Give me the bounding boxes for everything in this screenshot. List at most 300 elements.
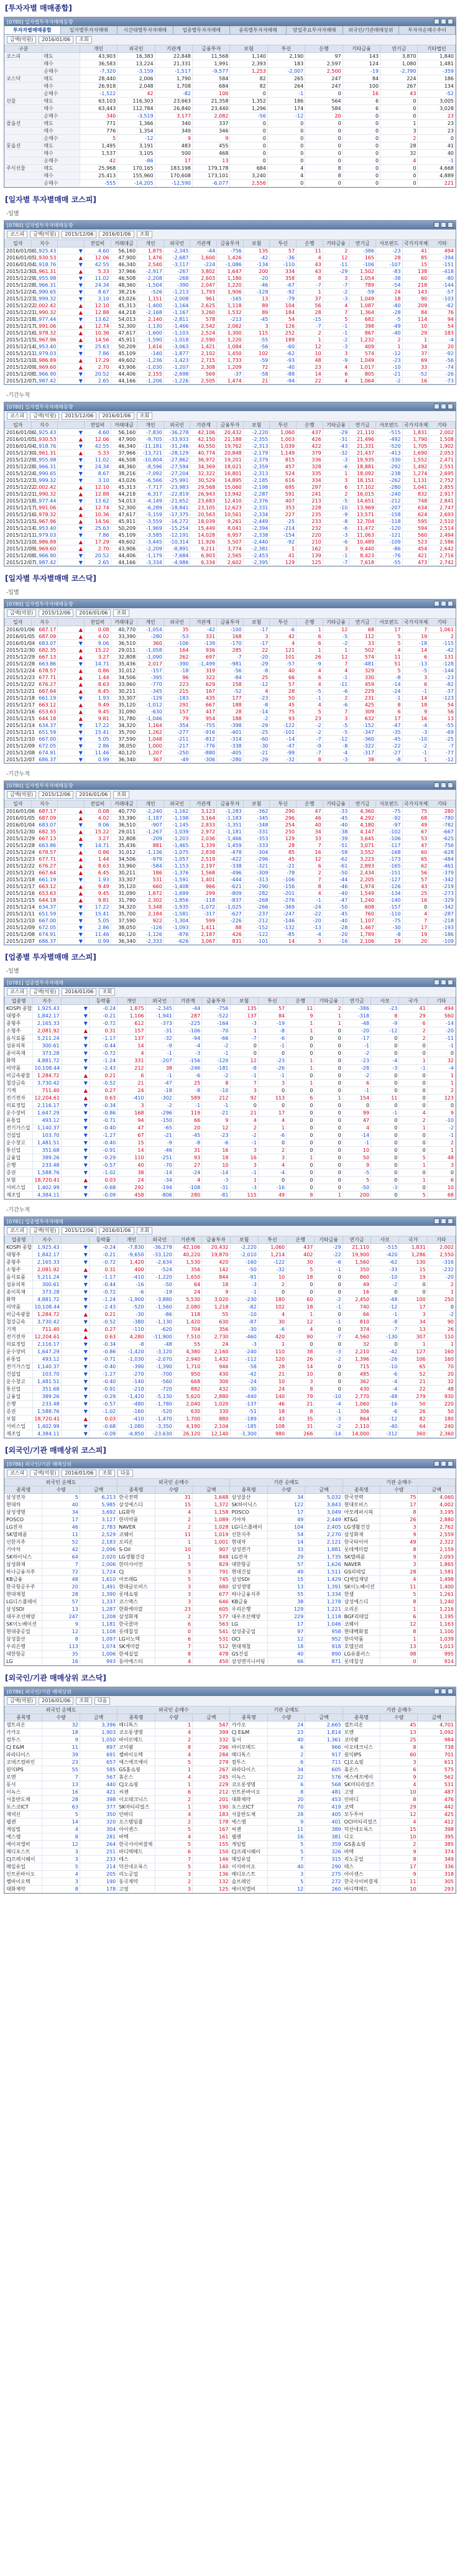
table-row[interactable]	[5, 1598, 456, 1606]
table-row[interactable]	[5, 756, 456, 763]
tab-trend[interactable]: 투자자순매수추이	[399, 26, 456, 34]
date-from-input[interactable]: 2015/12/06	[39, 791, 73, 799]
table-row[interactable]	[5, 702, 456, 708]
table-row[interactable]	[5, 456, 456, 463]
table-row[interactable]	[5, 1826, 456, 1833]
table-cell: 1,626	[305, 1561, 343, 1568]
window-titlebar[interactable]	[4, 1460, 456, 1468]
table-row[interactable]	[5, 1774, 456, 1781]
market-select[interactable]: 코스피	[7, 412, 27, 420]
table-row[interactable]	[5, 1333, 456, 1341]
table-row[interactable]	[5, 674, 456, 681]
table-row[interactable]	[5, 157, 456, 165]
table-row[interactable]	[5, 1568, 456, 1576]
table-cell: 160	[427, 1348, 455, 1356]
column-header: 금액	[193, 1486, 230, 1494]
table-cell: 48	[427, 1386, 455, 1393]
table-row[interactable]	[5, 1177, 456, 1184]
table-row[interactable]	[5, 1162, 456, 1169]
query-button[interactable]: 조회	[137, 412, 152, 420]
maximize-icon[interactable]	[441, 980, 446, 985]
query-button[interactable]: 조회	[76, 1697, 91, 1705]
table-row[interactable]	[5, 924, 456, 931]
tab-top[interactable]: 외국인/기관매매상위	[343, 26, 400, 34]
table-row[interactable]	[5, 498, 456, 504]
table-row[interactable]	[5, 1621, 456, 1628]
table-row[interactable]	[5, 309, 456, 316]
table-row[interactable]	[5, 1184, 456, 1192]
table-row[interactable]	[5, 1789, 456, 1796]
table-row[interactable]	[5, 248, 456, 254]
table-row[interactable]	[5, 450, 456, 456]
table-row[interactable]	[5, 890, 456, 897]
table-row[interactable]	[5, 1378, 456, 1386]
table-row[interactable]	[5, 876, 456, 883]
table-row[interactable]	[5, 1117, 456, 1124]
table-row[interactable]	[5, 68, 456, 75]
table-row[interactable]	[5, 1583, 456, 1591]
maximize-icon[interactable]	[441, 404, 446, 409]
close-icon[interactable]	[448, 1461, 453, 1466]
table-cell: 1	[297, 336, 323, 343]
table-row[interactable]	[5, 1371, 456, 1378]
unit-select[interactable]: 금액(억원)	[30, 988, 59, 996]
table-row[interactable]	[5, 1102, 456, 1110]
minimize-icon[interactable]	[434, 1461, 439, 1466]
table-row[interactable]	[5, 1721, 456, 1729]
tab-daily[interactable]: 일자별투자자매매	[61, 26, 117, 34]
query-button[interactable]: 조회	[113, 791, 129, 799]
table-row[interactable]	[5, 75, 456, 83]
table-row[interactable]	[5, 1169, 456, 1177]
table-row[interactable]	[5, 1259, 456, 1266]
table-row[interactable]	[5, 1296, 456, 1304]
table-row[interactable]	[5, 1027, 456, 1035]
date-from-input[interactable]: 2015/12/06	[39, 609, 73, 617]
table-cell: 2,917	[429, 491, 456, 498]
table-row[interactable]	[5, 822, 456, 828]
date-input[interactable]: 2016/01/06	[62, 988, 96, 996]
close-icon[interactable]	[448, 782, 453, 788]
table-row[interactable]	[5, 1251, 456, 1259]
table-row[interactable]	[5, 828, 456, 835]
table-row[interactable]	[5, 336, 456, 343]
table-row[interactable]	[5, 1244, 456, 1251]
fi-kospi-table	[4, 1478, 456, 1666]
table-row[interactable]	[5, 1494, 456, 1501]
table-row[interactable]	[5, 856, 456, 863]
table-row[interactable]	[5, 436, 456, 443]
unit-select[interactable]: 금액(억원)	[7, 1697, 36, 1705]
table-row[interactable]	[5, 835, 456, 842]
table-row[interactable]	[5, 1628, 456, 1636]
table-row[interactable]	[5, 429, 456, 436]
table-row[interactable]	[5, 127, 456, 135]
table-row[interactable]	[5, 815, 456, 822]
window-titlebar[interactable]	[4, 1217, 456, 1226]
table-row[interactable]	[5, 849, 456, 856]
table-row[interactable]	[5, 364, 456, 371]
table-row[interactable]	[5, 1766, 456, 1774]
table-row[interactable]	[5, 113, 456, 120]
table-row[interactable]	[5, 105, 456, 113]
table-row[interactable]	[5, 559, 456, 566]
table-row[interactable]	[5, 1363, 456, 1371]
table-row[interactable]	[5, 1841, 456, 1848]
table-row[interactable]	[5, 883, 456, 890]
table-row[interactable]	[5, 135, 456, 142]
maximize-icon[interactable]	[441, 19, 446, 24]
date-input[interactable]: 2016/01/06	[62, 1470, 96, 1477]
unit-select[interactable]: 금액(억원)	[30, 1470, 59, 1477]
table-row[interactable]	[5, 289, 456, 295]
table-cell: -27,862	[163, 456, 190, 463]
table-row[interactable]	[5, 1516, 456, 1524]
table-row[interactable]	[5, 1818, 456, 1826]
table-row[interactable]	[5, 743, 456, 749]
table-row[interactable]	[5, 1356, 456, 1363]
table-row[interactable]	[5, 1796, 456, 1804]
close-icon[interactable]	[448, 1689, 453, 1694]
table-row[interactable]	[5, 518, 456, 525]
table-row[interactable]	[5, 897, 456, 904]
table-row[interactable]	[5, 275, 456, 282]
minimize-icon[interactable]	[434, 1218, 439, 1224]
table-row[interactable]	[5, 1658, 456, 1666]
table-row[interactable]	[5, 1636, 456, 1643]
table-row[interactable]	[5, 715, 456, 722]
table-row[interactable]	[5, 443, 456, 450]
table-row[interactable]	[5, 1729, 456, 1736]
table-row[interactable]	[5, 1833, 456, 1841]
table-row[interactable]	[5, 150, 456, 157]
window-titlebar[interactable]	[4, 978, 456, 987]
tab-main[interactable]: 당일주요투자자매매	[287, 26, 343, 34]
maximize-icon[interactable]	[441, 1218, 446, 1224]
window-titlebar[interactable]	[4, 781, 456, 790]
table-row[interactable]	[5, 1856, 456, 1863]
table-row[interactable]	[5, 1401, 456, 1408]
table-row[interactable]	[5, 1751, 456, 1759]
maximize-icon[interactable]	[441, 1689, 446, 1694]
table-row[interactable]	[5, 1035, 456, 1042]
table-row[interactable]	[5, 1095, 456, 1102]
table-row[interactable]	[5, 477, 456, 484]
table-row[interactable]	[5, 1539, 456, 1546]
query-button[interactable]: 조회	[99, 1470, 114, 1477]
table-row[interactable]	[5, 1408, 456, 1415]
table-row[interactable]	[5, 695, 456, 702]
table-row[interactable]	[5, 749, 456, 756]
table-row[interactable]	[5, 1266, 456, 1274]
table-row[interactable]	[5, 869, 456, 876]
table-row[interactable]	[5, 1274, 456, 1281]
next-button[interactable]: 다음	[117, 1470, 133, 1477]
table-row[interactable]	[5, 1591, 456, 1598]
query-button[interactable]: 조회	[137, 231, 152, 238]
table-row[interactable]	[5, 626, 456, 633]
table-row[interactable]	[5, 1042, 456, 1050]
table-cell: ▲	[58, 654, 85, 660]
table-row[interactable]	[5, 1744, 456, 1751]
table-row[interactable]	[5, 681, 456, 688]
table-row[interactable]	[5, 1811, 456, 1818]
table-row[interactable]	[5, 316, 456, 323]
table-row[interactable]	[5, 688, 456, 695]
date-to-input[interactable]: 2016/01/06	[99, 1227, 134, 1235]
table-cell: -8,596	[137, 463, 164, 470]
table-row[interactable]	[5, 736, 456, 743]
tab-sector[interactable]: 업종별투자자매매	[173, 26, 230, 34]
column-header: 금액	[80, 1486, 117, 1494]
table-row[interactable]	[5, 90, 456, 98]
table-row[interactable]	[5, 708, 456, 715]
table-row[interactable]	[5, 1304, 456, 1311]
window-titlebar[interactable]	[4, 221, 456, 229]
table-row[interactable]	[5, 729, 456, 736]
table-row[interactable]	[5, 470, 456, 477]
table-row[interactable]	[5, 357, 456, 364]
market-select[interactable]: 코스피	[7, 988, 27, 996]
tab-hourly[interactable]: 시간대별투자자매매	[117, 26, 174, 34]
table-row[interactable]	[5, 83, 456, 90]
table-cell: 11,063	[349, 532, 376, 539]
market-select[interactable]: 코스피	[7, 231, 27, 238]
close-icon[interactable]	[448, 19, 453, 24]
table-row[interactable]	[5, 931, 456, 938]
table-cell: -58	[323, 849, 349, 856]
table-row[interactable]	[5, 463, 456, 470]
table-row[interactable]	[5, 722, 456, 729]
table-row[interactable]	[5, 1759, 456, 1766]
table-row[interactable]	[5, 1430, 456, 1438]
table-row[interactable]	[5, 1318, 456, 1326]
date-to-input[interactable]: 2016/01/06	[99, 231, 134, 238]
table-cell: 16	[42, 1789, 80, 1796]
table-row[interactable]	[5, 1065, 456, 1072]
table-row[interactable]	[5, 350, 456, 357]
minimize-icon[interactable]	[434, 222, 439, 228]
table-row[interactable]	[5, 552, 456, 559]
close-icon[interactable]	[448, 601, 453, 606]
table-row[interactable]	[5, 1080, 456, 1087]
window-titlebar[interactable]	[4, 600, 456, 608]
table-row[interactable]	[5, 511, 456, 518]
table-row[interactable]	[5, 904, 456, 910]
table-row[interactable]	[5, 302, 456, 309]
next-button[interactable]: 다음	[94, 1697, 110, 1705]
table-row[interactable]	[5, 525, 456, 532]
table-row[interactable]	[5, 1415, 456, 1423]
date-from-input[interactable]: 2015/12/06	[62, 231, 96, 238]
date-from-input[interactable]: 2015/12/06	[62, 412, 96, 420]
table-row[interactable]	[5, 1326, 456, 1333]
table-row[interactable]	[5, 53, 456, 60]
minimize-icon[interactable]	[434, 782, 439, 788]
table-row[interactable]	[5, 1050, 456, 1057]
table-row[interactable]	[5, 842, 456, 849]
table-row[interactable]	[5, 863, 456, 869]
maximize-icon[interactable]	[441, 1461, 446, 1466]
table-row[interactable]	[5, 1863, 456, 1871]
market-select[interactable]: 코스피	[7, 1470, 27, 1477]
table-row[interactable]	[5, 343, 456, 350]
table-cell: 1,969.60	[31, 364, 58, 371]
close-icon[interactable]	[448, 404, 453, 409]
table-row[interactable]	[5, 323, 456, 330]
table-row[interactable]	[5, 545, 456, 552]
window-titlebar[interactable]	[4, 1687, 456, 1696]
date-to-input[interactable]: 2016/01/06	[99, 412, 134, 420]
maximize-icon[interactable]	[441, 782, 446, 788]
table-row[interactable]	[5, 1147, 456, 1154]
table-row[interactable]	[5, 633, 456, 640]
table-row[interactable]	[5, 1057, 456, 1065]
table-row[interactable]	[5, 1848, 456, 1856]
table-row[interactable]	[5, 910, 456, 917]
table-row[interactable]	[5, 1139, 456, 1147]
table-row[interactable]	[5, 1087, 456, 1095]
unit-select[interactable]: 금액(억원)	[30, 231, 59, 238]
table-row[interactable]	[5, 1576, 456, 1583]
table-row[interactable]	[5, 98, 456, 105]
table-row[interactable]	[5, 539, 456, 545]
maximize-icon[interactable]	[441, 601, 446, 606]
table-row[interactable]	[5, 1651, 456, 1658]
table-row[interactable]	[5, 484, 456, 491]
date-input[interactable]: 2016/01/06	[39, 1697, 73, 1705]
table-row[interactable]	[5, 917, 456, 924]
table-row[interactable]	[5, 120, 456, 127]
table-row[interactable]	[5, 330, 456, 336]
table-row[interactable]	[5, 1878, 456, 1886]
table-row[interactable]	[5, 172, 456, 180]
table-row[interactable]	[5, 60, 456, 68]
table-row[interactable]	[5, 1524, 456, 1531]
table-row[interactable]	[5, 1012, 456, 1020]
query-button[interactable]: 조회	[76, 36, 91, 44]
table-cell: 60	[380, 1751, 418, 1759]
table-row[interactable]	[5, 1561, 456, 1568]
unit-select[interactable]: 금액(억원)	[30, 412, 59, 420]
table-row[interactable]	[5, 282, 456, 289]
table-row[interactable]	[5, 1281, 456, 1289]
table-row[interactable]	[5, 1132, 456, 1139]
close-icon[interactable]	[448, 222, 453, 228]
unit-select[interactable]: 금액(억원)	[7, 36, 36, 44]
date-to-input[interactable]: 2016/01/06	[76, 791, 111, 799]
table-row[interactable]	[5, 647, 456, 654]
table-row[interactable]	[5, 1606, 456, 1613]
minimize-icon[interactable]	[434, 601, 439, 606]
table-row[interactable]	[5, 532, 456, 539]
table-row[interactable]	[5, 1124, 456, 1132]
date-from-input[interactable]: 2015/12/06	[62, 1227, 96, 1235]
table-row[interactable]	[5, 1554, 456, 1561]
table-row[interactable]	[5, 640, 456, 647]
date-input[interactable]: 2016/01/06	[39, 36, 73, 44]
table-row[interactable]	[5, 1643, 456, 1651]
table-row[interactable]	[5, 254, 456, 261]
table-cell: ▼	[61, 1356, 89, 1363]
table-row[interactable]	[5, 1072, 456, 1080]
unit-select[interactable]: 금액(억원)	[7, 791, 36, 799]
minimize-icon[interactable]	[434, 980, 439, 985]
table-row[interactable]	[5, 1005, 456, 1012]
table-row[interactable]	[5, 371, 456, 378]
minimize-icon[interactable]	[434, 1689, 439, 1694]
table-row[interactable]	[5, 491, 456, 498]
table-row[interactable]	[5, 1154, 456, 1162]
table-row[interactable]	[5, 1781, 456, 1789]
table-row[interactable]	[5, 1393, 456, 1401]
tab-summary[interactable]: 투자자별매매종합	[4, 26, 61, 34]
date-to-input[interactable]: 2016/01/06	[76, 609, 111, 617]
table-row[interactable]	[5, 1546, 456, 1554]
table-row[interactable]	[5, 1531, 456, 1539]
table-row[interactable]	[5, 1804, 456, 1811]
table-row[interactable]	[5, 938, 456, 945]
table-row[interactable]	[5, 1871, 456, 1878]
table-row[interactable]	[5, 1509, 456, 1516]
table-row[interactable]	[5, 1348, 456, 1356]
table-row[interactable]	[5, 165, 456, 172]
table-cell: 47	[117, 1124, 145, 1132]
table-row[interactable]	[5, 295, 456, 302]
table-row[interactable]	[5, 654, 456, 660]
table-row[interactable]	[5, 261, 456, 268]
table-row[interactable]	[5, 1886, 456, 1893]
maximize-icon[interactable]	[441, 222, 446, 228]
table-row[interactable]	[5, 1736, 456, 1744]
table-row[interactable]	[5, 1501, 456, 1509]
query-button[interactable]: 조회	[113, 609, 129, 617]
close-icon[interactable]	[448, 980, 453, 985]
table-row[interactable]	[5, 667, 456, 674]
table-row[interactable]	[5, 1289, 456, 1296]
table-row[interactable]	[5, 1341, 456, 1348]
table-row[interactable]	[5, 808, 456, 815]
table-row[interactable]	[5, 1423, 456, 1430]
table-cell: -27,204	[163, 470, 190, 477]
query-button[interactable]: 조회	[99, 988, 114, 996]
minimize-icon[interactable]	[434, 404, 439, 409]
table-row[interactable]	[5, 504, 456, 511]
table-row[interactable]	[5, 1110, 456, 1117]
table-row[interactable]	[5, 1386, 456, 1393]
window-titlebar[interactable]	[4, 402, 456, 411]
table-row[interactable]	[5, 378, 456, 384]
table-row[interactable]	[5, 142, 456, 150]
table-row[interactable]	[5, 1192, 456, 1199]
query-button[interactable]: 조회	[137, 1227, 152, 1235]
minimize-icon[interactable]	[434, 19, 439, 24]
window-titlebar[interactable]	[4, 17, 456, 26]
table-cell: 서울반도체	[5, 1796, 42, 1804]
table-row[interactable]	[5, 1311, 456, 1318]
table-row[interactable]	[5, 1613, 456, 1621]
unit-select[interactable]: 금액(억원)	[7, 609, 36, 617]
unit-select[interactable]: 금액(억원)	[30, 1227, 59, 1235]
table-row[interactable]	[5, 1020, 456, 1027]
close-icon[interactable]	[448, 1218, 453, 1224]
table-cell: -0.40	[89, 1139, 117, 1147]
market-select[interactable]: 코스피	[7, 1227, 27, 1235]
tab-stock[interactable]: 종목별투자자매매	[230, 26, 287, 34]
table-row[interactable]	[5, 268, 456, 275]
table-row[interactable]	[5, 180, 456, 187]
table-row[interactable]	[5, 660, 456, 667]
